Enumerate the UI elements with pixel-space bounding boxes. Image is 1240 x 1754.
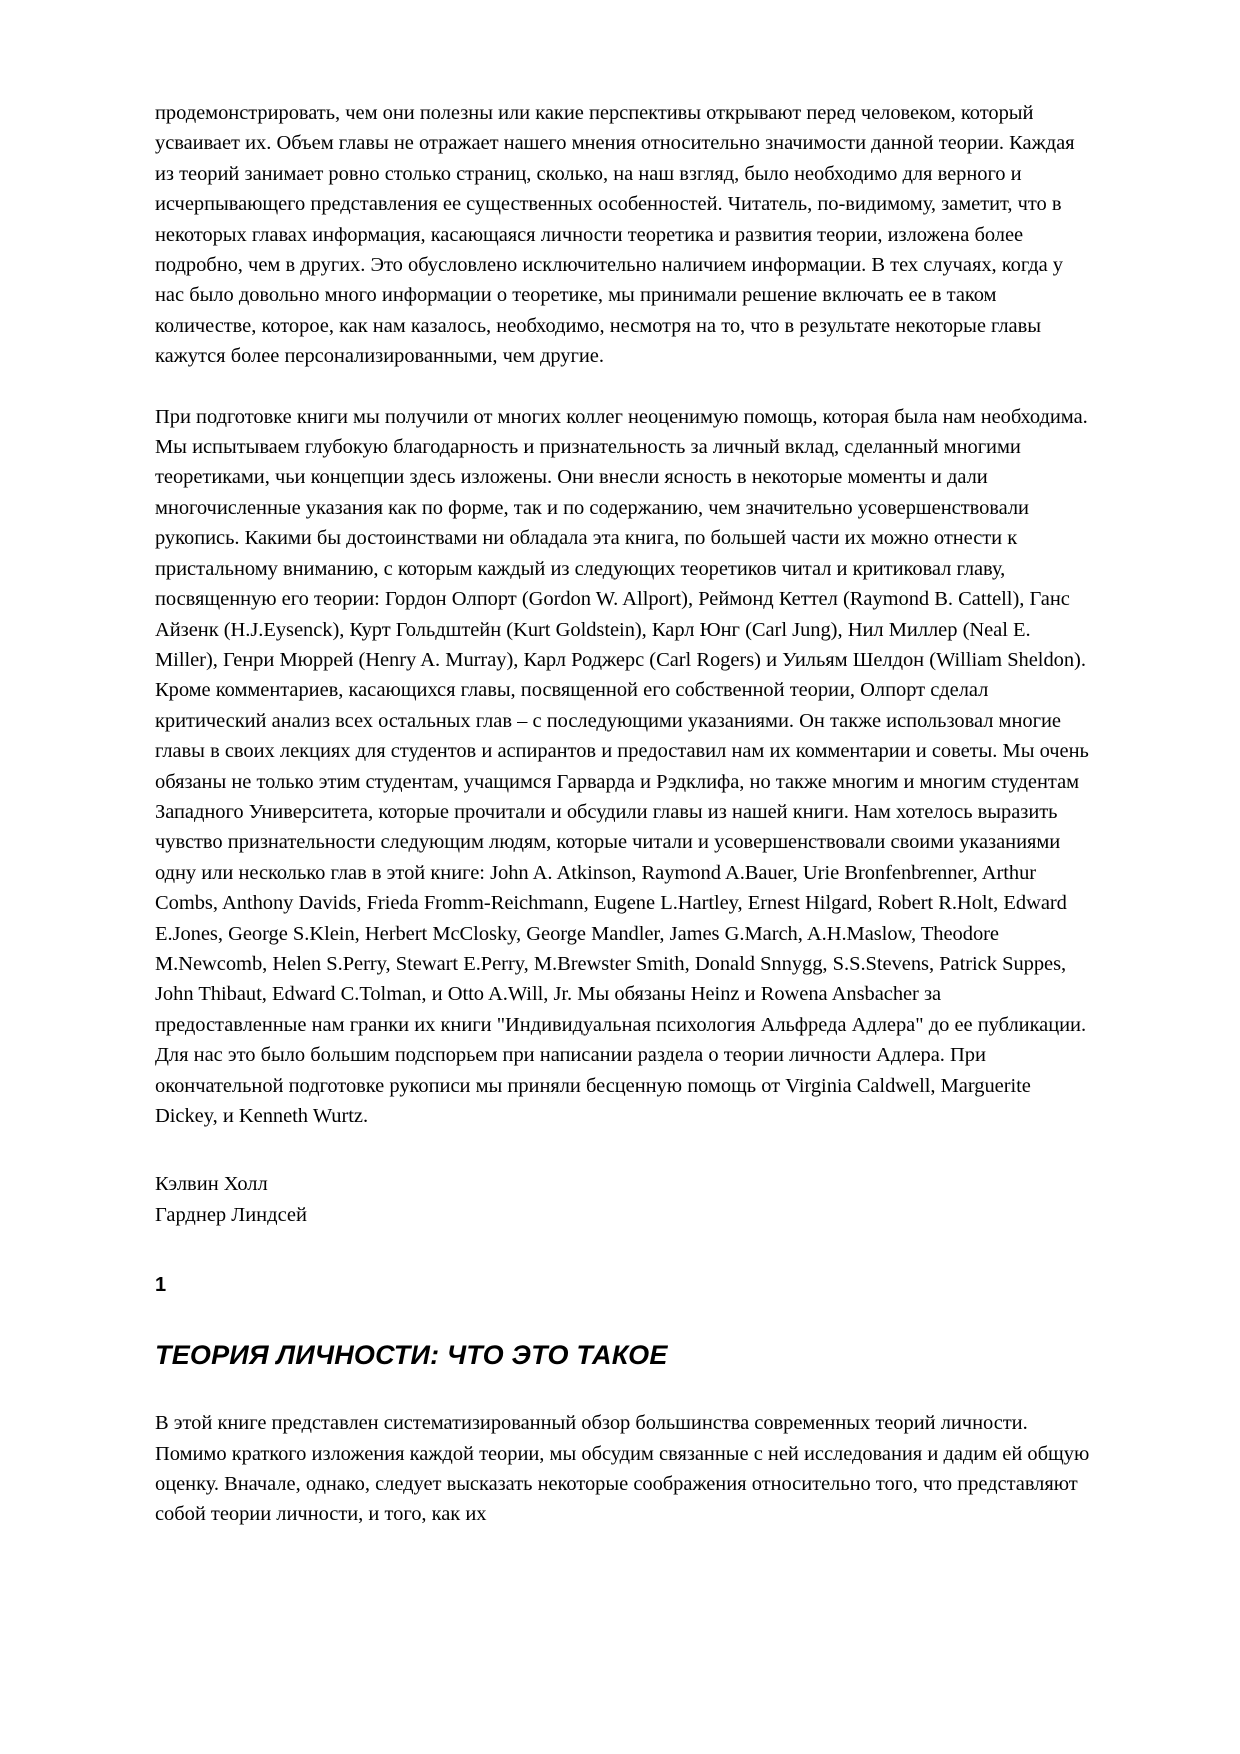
signature-author-1: Кэлвин Холл xyxy=(155,1173,268,1196)
chapter-number-spacer xyxy=(155,1230,1090,1272)
paragraph-continuation: продемонстрировать, чем они полезны или какие перспективы открывают перед человеком, который усваивает их. Объем главы не отражает нашего мнения относительно значимости данной теории. Каждая из теорий занимает ровно столько страниц, сколько, на наш взгляд, было необходимо для верного и исчерпывающего представления ее существенных особенностей. Читатель, по-видимому, заметит, что в некоторых главах информация, касающаяся личности теоретика и развития теории, изложена более подробно, чем в других. Это обусловлено исключительно наличием информации. В тех случаях, когда у нас было довольно много информации о теоретике, мы принимали решение включать ее в таком количестве, которое, как нам казалось, необходимо, несмотря на то, что в результате некоторые главы кажутся более персонализированными, чем другие. xyxy=(155,102,1075,368)
page-content xyxy=(155,98,1090,1530)
heading-bottom-spacer xyxy=(155,1372,1090,1408)
paragraph-spacer xyxy=(155,372,1090,402)
signature-author-2: Гарднер Линдсей xyxy=(155,1203,307,1226)
chapter-title: ТЕОРИЯ ЛИЧНОСТИ: ЧТО ЭТО ТАКОЕ xyxy=(155,1340,668,1371)
paragraph-chapter-intro: В этой книге представлен систематизированный обзор большинства современных теорий личности. Помимо краткого изложения каждой теории, мы обсудим связанные с ней исследования и дадим ей общую оценку. Вначале, однако, следует высказать некоторые соображения относительно того, что представляют собой теории личности, и того, как их xyxy=(155,1412,1090,1526)
paragraph-acknowledgements: При подготовке книги мы получили от многих коллег неоценимую помощь, которая была нам необходима. Мы испытываем глубокую благодарность и признательность за личный вклад, сделанный многими теоретиками, чьи концепции здесь изложены. Они внесли ясность в некоторые моменты и дали многочисленные указания как по форме, так и по содержанию, чем значительно усовершенствовали рукопись. Какими бы достоинствами ни обладала эта книга, по большей части их можно отнести к пристальному вниманию, с которым каждый из следующих теоретиков читал и критиковал главу, посвященную его теории: Гордон Олпорт (Gordon W. Allport), Реймонд Кеттел (Raymond B. Cattell), Ганс Айзенк (H.J.Eysenck), Курт Гольдштейн (Kurt Goldstein), Карл Юнг (Carl Jung), Нил Миллер (Neal E. Miller), Генри Мюррей (Henry A. Murray), Карл Роджерс (Carl Rogers) и Уильям Шелдон (William Sheldon). Кроме комментариев, касающихся главы, посвященной его собственной теории, Олпорт сделал критический анализ всех остальных глав – с последующими указаниями. Он также использовал многие главы в своих лекциях для студентов и аспирантов и предоставил нам их комментарии и советы. Мы очень обязаны не только этим студентам, учащимся Гарварда и Рэдклифа, но также многим и многим студентам Западного Университета, которые прочитали и обсудили главы из нашей книги. Нам хотелось выразить чувство признательности следующим людям, которые читали и усовершенствовали своими указаниями одну или несколько глав в этой книге: John A. Atkinson, Raymond A.Bauer, Urie Bronfenbrenner, Arthur Combs, Anthony Davids, Frieda Fromm-Reichmann, Eugene L.Hartley, Ernest Hilgard, Robert R.Holt, Edward E.Jones, George S.Klein, Herbert McClosky, George Mandler, James G.March, A.H.Maslow, Theodore M.Newcomb, Helen S.Perry, Stewart E.Perry, M.Brewster Smith, Donald Snnygg, S.S.Stevens, Patrick Suppes, John Thibaut, Edward C.Tolman, и Otto A.Will, Jr. Мы обязаны Heinz и Rowena Ansbacher за предоставленные нам гранки их книги "Индивидуальная психология Альфреда Адлера" до ее публикации. Для нас это было большим подспорьем при написании раздела о теории личности Адлера. При окончательной подготовке рукописи мы приняли бесценную помощь от Virginia Caldwell, Marguerite Dickey, и Kenneth Wurtz. xyxy=(155,405,1089,1127)
signature-spacer xyxy=(155,1131,1090,1169)
chapter-title-spacer xyxy=(155,1298,1090,1338)
chapter-number: 1 xyxy=(155,1274,167,1297)
